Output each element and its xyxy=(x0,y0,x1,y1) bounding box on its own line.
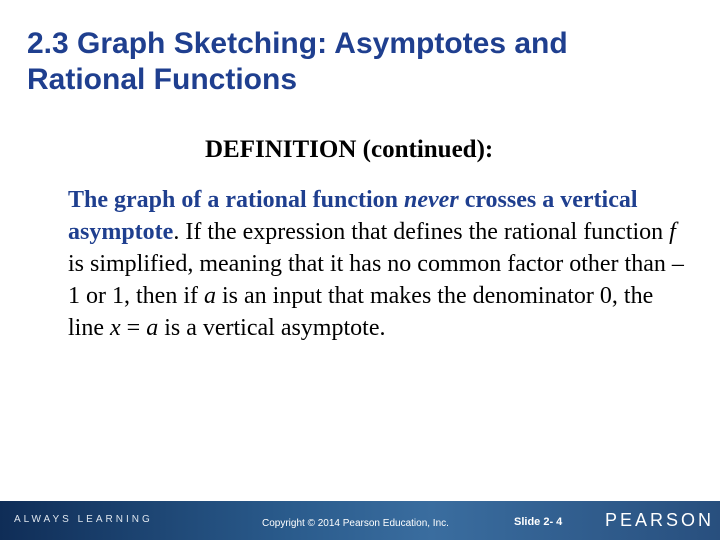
body-text-part-6: is a vertical asymptote. xyxy=(158,315,386,341)
body-variable-x: x xyxy=(110,315,121,341)
body-text-part-1: The graph of a rational function xyxy=(68,187,405,213)
body-variable-a-2: a xyxy=(146,315,159,341)
pearson-logo: PEARSON xyxy=(605,510,715,530)
slide-title-line-2: Rational Functions xyxy=(27,63,297,96)
definition-body xyxy=(68,184,693,344)
body-text-part-2: crosses a vertical asymptote xyxy=(68,187,638,245)
body-text-part-3: . If the expression that defines the rational function xyxy=(173,219,670,245)
body-text-never: never xyxy=(404,187,459,213)
body-text-part-5: is an input that makes the denominator 0, the line xyxy=(68,283,654,341)
slide-number: Slide 2- 4 xyxy=(514,516,563,528)
body-variable-f: f xyxy=(669,219,676,245)
slide-title xyxy=(27,26,707,98)
footer-tagline: ALWAYS LEARNING xyxy=(14,514,153,525)
definition-heading: DEFINITION (continued): xyxy=(205,136,494,163)
body-text-part-4: is simplified, meaning that it has no common factor other than –1 or 1, then if xyxy=(68,251,684,309)
slide-title-line-1: 2.3 Graph Sketching: Asymptotes and xyxy=(27,27,568,60)
footer-bar xyxy=(0,501,720,540)
body-variable-a: a xyxy=(203,283,216,309)
footer-copyright: Copyright © 2014 Pearson Education, Inc. xyxy=(262,518,449,529)
body-equals: = xyxy=(120,315,147,341)
